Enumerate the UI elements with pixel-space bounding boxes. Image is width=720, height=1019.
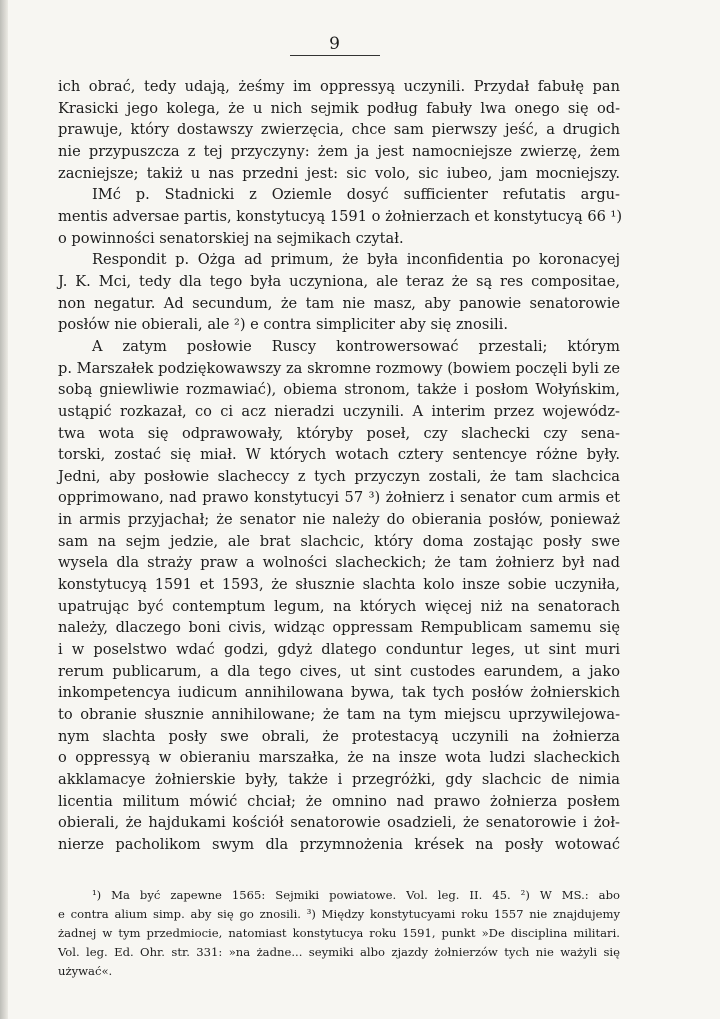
text-line: ich obrać, tedy udają, żeśmy im oppressyą uczynili. Przydał fabułę pan — [58, 78, 620, 95]
text-line: konstytucyą 1591 et 1593, że słusznie slachta kolo insze sobie uczyniła, — [58, 576, 620, 594]
text-line: Krasicki jego kolega, że u nich sejmik podług fabuły lwa onego się od- — [58, 99, 620, 117]
text-line: J. K. Mci, tedy dla tego była uczyniona, ale teraz że są res compositae, — [58, 272, 620, 290]
text-line: nym slachta posły swe obrali, że protestacyą uczynili na żołnierza — [58, 727, 620, 745]
text-line: nierze pacholikom swym dla przymnożenia krések na posły wotować — [58, 835, 620, 853]
text-line: Respondit p. Ożga ad primum, że była inconfidentia po koronacyej — [92, 251, 620, 269]
footnote-line: e contra alium simp. aby się go znosili. ³) Między konstytucyami roku 1557 nie znajdujemy — [58, 906, 620, 921]
text-line: in armis przyjachał; że senator nie należy do obierania posłów, ponieważ — [58, 511, 620, 529]
text-line: opprimowano, nad prawo konstytucyi 57 ³) żołnierz i senator cum armis et — [58, 489, 620, 507]
text-line: torski, zostać się miał. W których wotach cztery sentencye różne były. — [58, 446, 620, 464]
text-line: IMć p. Stadnicki z Oziemle dosyć sufficienter refutatis argu- — [92, 186, 620, 204]
footnote-line: używać«. — [58, 963, 113, 978]
text-line: p. Marszałek podziękowawszy za skromne rozmowy (bowiem poczęli byli ze — [58, 359, 620, 377]
text-line: i w poselstwo wdać godzi, gdyż dlatego conduntur leges, ut sint muri — [58, 641, 620, 659]
text-line: należy, dlaczego boni civis, widząc oppressam Rempublicam samemu się — [58, 619, 620, 637]
page-binding-edge — [0, 0, 8, 1019]
text-line: wysela dla straży praw a wolności slacheckich; że tam żołnierz był nad — [58, 554, 620, 572]
text-line: upatrując być contemptum legum, na których więcej niż na senatorach — [58, 597, 620, 615]
footnotes — [58, 886, 620, 981]
footnote-line: Vol. leg. Ed. Ohr. str. 331: »na żadne... seymiki albo zjazdy żołnierzów tych nie ważyli się — [58, 944, 620, 959]
text-line: obierali, że hajdukami kościół senatorowie osadzieli, że senatorowie i żoł- — [58, 814, 620, 832]
text-line: sam na sejm jedzie, ale brat slachcic, który doma zostając posły swe — [58, 532, 620, 550]
text-line: non negatur. Ad secundum, że tam nie masz, aby panowie senatorowie — [58, 294, 620, 312]
text-line: rerum publicarum, a dla tego cives, ut sint custodes earundem, a jako — [58, 662, 620, 680]
text-line: licentia militum mówić chciał; że omnino nad prawo żołnierza posłem — [58, 792, 620, 810]
text-line: posłów nie obierali, ale ²) e contra simpliciter aby się znosili. — [58, 316, 508, 334]
text-line: ustąpić rozkazał, co ci acz nieradzi uczynili. A interim przez wojewódz- — [58, 402, 620, 420]
text-line: o oppressyą w obieraniu marszałka, że na insze wota ludzi slacheckich — [58, 749, 620, 767]
text-line: o powinności senatorskiej na sejmikach czytał. — [58, 229, 404, 247]
text-line: inkompetencya iudicum annihilowana bywa, tak tych posłów żołnierskich — [58, 684, 620, 702]
page-number: 9 — [290, 34, 380, 56]
footnote-line: ¹) Ma być zapewne 1565: Sejmiki powiatowe. Vol. leg. II. 45. ²) W MS.: abo — [92, 888, 620, 902]
main-text — [58, 76, 623, 856]
text-line: twa wota się odprawowały, któryby poseł, czy slachecki czy sena- — [58, 424, 620, 442]
footnote-line: żadnej w tym przedmiocie, natomiast konstytucya roku 1591, punkt »De disciplina militari. — [58, 925, 620, 940]
text-line: zacniejsze; takiż u nas przedni jest: sic volo, sic iubeo, jam mocniejszy. — [58, 164, 620, 182]
text-line: mentis adversae partis, konstytucyą 1591 o żołnierzach et konstytucyą 66 ¹) — [58, 207, 623, 225]
text-line: Jedni, aby posłowie slacheccy z tych przyczyn zostali, że tam slachcica — [58, 467, 620, 485]
text-line: A zatym posłowie Ruscy kontrowersować przestali; którym — [92, 337, 620, 355]
text-line: akklamacye żołnierskie były, także i przegróżki, gdy slachcic de nimia — [58, 771, 620, 788]
text-line: nie przypuszcza z tej przyczyny: żem ja jest namocniejsze zwierzę, żem — [58, 142, 620, 160]
text-line: sobą gniewliwie rozmawiać), obiema stronom, także i posłom Wołyńskim, — [58, 381, 620, 399]
text-line: prawuje, który dostawszy zwierzęcia, chce sam pierwszy jeść, a drugich — [58, 121, 620, 139]
text-line: to obranie słusznie annihilowane; że tam na tym miejscu uprzywilejowa- — [58, 706, 620, 724]
